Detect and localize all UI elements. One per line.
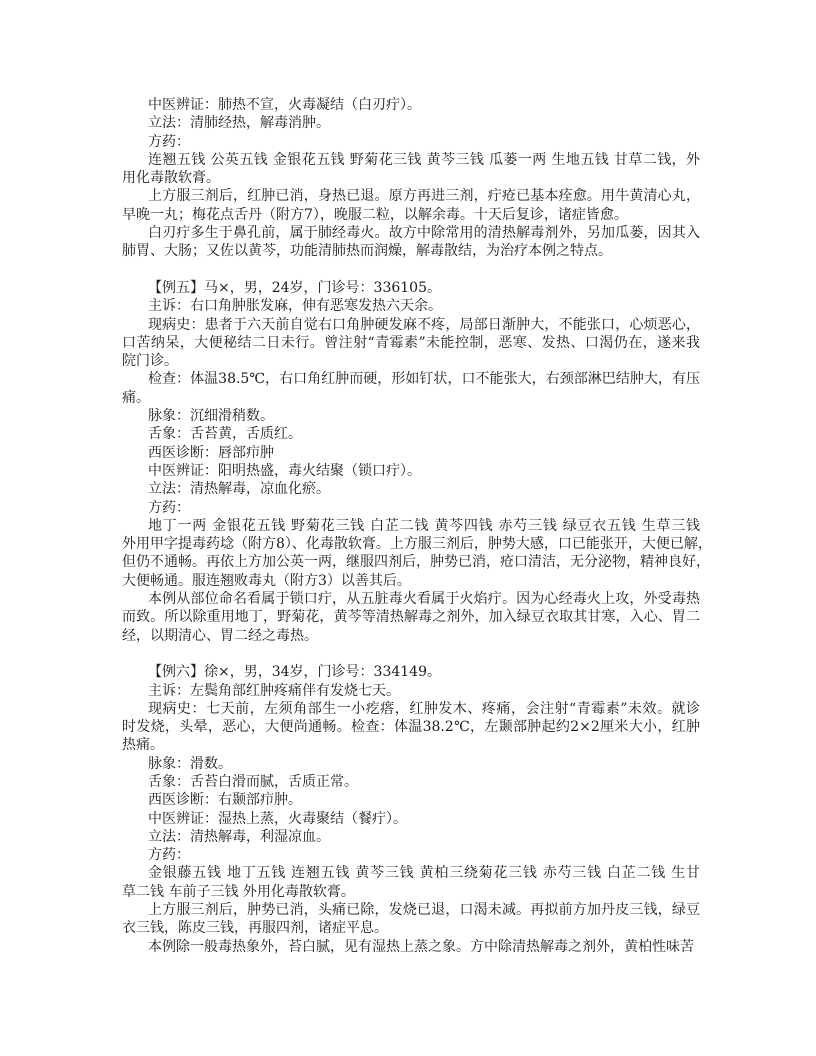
paragraph — [122, 938, 700, 956]
paragraph — [122, 682, 700, 700]
text-line: 立法：清肺经热，解毒消肿。 — [148, 115, 330, 132]
paragraph — [122, 864, 700, 901]
paragraph — [122, 663, 700, 681]
paragraph — [122, 791, 700, 809]
text-line: 热痛。 — [122, 737, 164, 754]
text-line: 时发烧，头晕，恶心，大便尚通畅。检查：体温38.2℃，左颞部肿起约2×2厘米大小，红肿 — [122, 719, 700, 736]
paragraph — [122, 151, 700, 188]
section-spacer — [122, 261, 700, 279]
text-line: 地丁一两 金银花五钱 野菊花三钱 白芷二钱 黄芩四钱 赤芍三钱 绿豆衣五钱 生草三钱 — [148, 517, 700, 534]
case-continuation — [122, 96, 700, 261]
case-section — [122, 279, 712, 645]
text-line: 肺胃、大肠；又佐以黄芩，功能清肺热而润燥，解毒散结，为治疗本例之特点。 — [122, 243, 612, 260]
text-line: 大便畅通。服连翘败毒丸（附方3）以善其后。 — [122, 572, 411, 589]
text-line: 用化毒散软膏。 — [122, 170, 220, 187]
paragraph — [122, 901, 700, 938]
text-line: 主诉：左鬓角部红肿疼痛伴有发烧七天。 — [148, 682, 400, 699]
text-line: 立法：清热解毒，凉血化瘀。 — [148, 481, 330, 498]
text-line: 早晚一丸；梅花点舌丹（附方7），晚服二粒，以解余毒。十天后复诊，诸症皆愈。 — [122, 206, 628, 223]
text-line: 【例五】马×，男，24岁，门诊号：336105。 — [148, 279, 441, 296]
paragraph — [122, 279, 700, 297]
paragraph — [122, 224, 700, 261]
paragraph — [122, 810, 700, 828]
text-line: 而致。所以除重用地丁，野菊花，黄芩等清热解毒之剂外，加入绿豆衣取其甘寒，入心、胃二 — [122, 609, 700, 626]
text-line: 【例六】徐×，男，34岁，门诊号：334149。 — [148, 664, 441, 681]
text-line: 主诉：右口角肿胀发麻，伸有恶寒发热六天余。 — [148, 298, 442, 315]
text-line: 草二钱 车前子三钱 外用化毒散软膏。 — [122, 883, 355, 900]
text-line: 中医辨证：肺热不宣，火毒凝结（白刃疔）。 — [148, 97, 421, 113]
paragraph — [122, 425, 700, 443]
paragraph — [122, 297, 700, 315]
paragraph — [122, 755, 700, 773]
text-line: 衣三钱，陈皮三钱，再服四剂，诸症平息。 — [122, 920, 388, 937]
text-line: 痛。 — [122, 389, 150, 406]
text-line: 现病史：七天前，左须角部生一小疙瘩，红肿发木、疼痛，会注射“青霉素”未效。就诊 — [148, 700, 700, 717]
text-line: 西医诊断：右颞部疖肿。 — [148, 792, 302, 809]
paragraph — [122, 316, 700, 371]
paragraph — [122, 846, 700, 864]
paragraph — [122, 828, 700, 846]
paragraph — [122, 187, 700, 224]
paragraph — [122, 590, 700, 645]
paragraph — [122, 499, 700, 517]
text-line: 院门诊。 — [122, 353, 178, 370]
text-line: 立法：清热解毒，利湿凉血。 — [148, 828, 330, 845]
case-section — [122, 663, 700, 956]
text-line: 中医辨证：湿热上蒸，火毒聚结（餐疔）。 — [148, 810, 407, 827]
text-line: 本例除一般毒热象外，苔白腻，见有湿热上蒸之象。方中除清热解毒之剂外，黄柏性味苦 — [148, 938, 694, 955]
section-spacer — [122, 645, 700, 663]
text-line: 检查：体温38.5℃，右口角红肿而硬，形如钉状，口不能张大，右颈部淋巴结肿大，有压 — [148, 371, 700, 388]
text-line: 金银藤五钱 地丁五钱 连翘五钱 黄芩三钱 黄柏三绕菊花三钱 赤芍三钱 白芷二钱 生甘 — [148, 865, 700, 882]
text-line: 连翘五钱 公英五钱 金银花五钱 野菊花三钱 黄芩三钱 瓜蒌一两 生地五钱 甘草二钱，外 — [148, 151, 700, 168]
paragraph — [122, 462, 700, 480]
text-line: 脉象：滑数。 — [148, 755, 232, 772]
text-line: 舌象：舌苔白滑而腻，舌质正常。 — [148, 773, 358, 790]
text-line: 上方服三剂后，肿势已消，头痛已除，发烧已退，口渴未减。再拟前方加丹皮三钱，绿豆 — [148, 902, 700, 919]
text-line: 脉象：沉细滑稍数。 — [148, 408, 274, 425]
text-line: 上方服三剂后，红肿已消，身热已退。原方再进三剂，疔疮已基本痊愈。用牛黄清心丸， — [148, 188, 700, 205]
paragraph — [122, 370, 700, 407]
text-line: 外用甲字提毒药埝（附方8）、化毒散软膏。上方服三剂后，肿势大感，口已能张开，大便已解， — [122, 536, 712, 553]
text-line: 经，以期清心、胃二经之毒热。 — [122, 627, 318, 644]
text-line: 西医诊断：唇部疖肿 — [148, 444, 274, 461]
text-line: 现病史：患者于六天前自觉右口角肿硬发麻不疼，局部日渐肿大，不能张口，心烦恶心， — [148, 316, 700, 333]
paragraph — [122, 480, 700, 498]
paragraph — [122, 96, 700, 114]
text-line: 白刃疔多生于鼻孔前，属于肺经毒火。故方中除常用的清热解毒剂外，另加瓜蒌，因其入 — [148, 225, 700, 242]
text-line: 本例从部位命名看属于锁口疔，从五脏毒火看属于火焰疔。因为心经毒火上攻，外受毒热 — [148, 591, 700, 608]
paragraph — [122, 133, 700, 151]
text-line: 中医辨证：阳明热盛，毒火结聚（锁口疔）。 — [148, 462, 421, 479]
paragraph — [122, 517, 712, 590]
text-line: 但仍不通畅。再依上方加公英一两，继服四剂后，肿势已消，疮口清洁，无分泌物，精神良好， — [122, 554, 710, 571]
paragraph — [122, 773, 700, 791]
text-line: 舌象：舌苔黄，舌质红。 — [148, 426, 302, 443]
paragraph — [122, 114, 700, 132]
text-line: 口苦纳呆，大便秘结二日未行。曾注射“青霉素”未能控制，恶寒、发热、口渴仍在，遂来我 — [122, 334, 700, 351]
text-line: 方药： — [148, 847, 190, 864]
text-line: 方药： — [148, 133, 190, 150]
document-page — [122, 96, 712, 956]
paragraph — [122, 700, 700, 755]
text-line: 方药： — [148, 499, 190, 516]
paragraph — [122, 444, 700, 462]
paragraph — [122, 407, 700, 425]
